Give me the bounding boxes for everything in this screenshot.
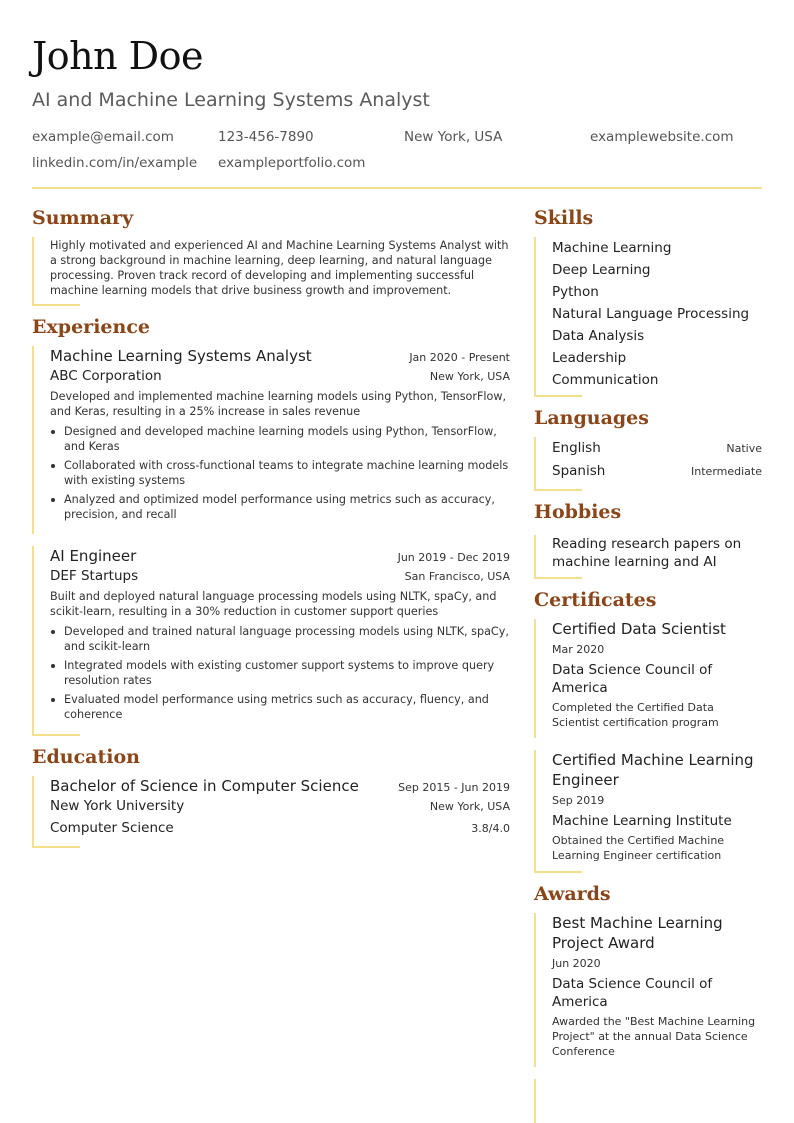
- education-dates: Sep 2015 - Jun 2019: [398, 781, 510, 794]
- header-divider: [32, 187, 762, 189]
- experience-entry-2: [32, 546, 510, 734]
- education-entry: [32, 776, 510, 846]
- contact-portfolio[interactable]: exampleportfolio.com: [218, 155, 366, 171]
- skills-list: [534, 237, 762, 395]
- language-name: English: [552, 440, 601, 456]
- bullet-text: Analyzed and optimized model performance using metrics such as accuracy, precision, and recall: [64, 493, 495, 521]
- job-location: New York, USA: [429, 370, 510, 383]
- section-divider: [534, 577, 582, 579]
- experience-heading: Experience: [32, 316, 150, 338]
- language-name: Spanish: [552, 463, 606, 479]
- hobbies-section: [534, 499, 762, 579]
- education-heading: Education: [32, 746, 140, 768]
- summary-section: [32, 205, 510, 306]
- contact-linkedin[interactable]: linkedin.com/in/example: [32, 155, 198, 171]
- contact-email[interactable]: example@email.com: [32, 129, 174, 145]
- bullet-icon: [51, 664, 55, 668]
- language-row: [552, 437, 762, 460]
- certificate-org: Data Science Council of America: [552, 662, 713, 696]
- list-item: [50, 624, 510, 654]
- bullet-text: Collaborated with cross-functional teams to integrate machine learning models with existing systems: [64, 459, 509, 487]
- certificates-heading: Certificates: [534, 589, 657, 611]
- languages-list: [534, 437, 762, 489]
- award-title: Best Machine Learning Project Award: [552, 914, 723, 952]
- section-divider: [534, 395, 582, 397]
- main-column: [32, 205, 510, 848]
- skills-section: [534, 205, 762, 397]
- certificate-title: Certified Data Scientist: [552, 620, 726, 638]
- bullet-icon: [51, 464, 55, 468]
- award-entry: [534, 913, 762, 1067]
- contact-phone[interactable]: 123-456-7890: [218, 129, 314, 145]
- contact-info: [32, 128, 762, 172]
- side-column: [534, 205, 762, 1123]
- bullet-text: Developed and trained natural language processing models using NLTK, spaCy, and scikit-learn: [64, 625, 509, 653]
- job-description: Developed and implemented machine learning models using Python, TensorFlow, and Keras, resulting in a 25% increase in sales revenue: [50, 390, 507, 418]
- list-item: [50, 424, 510, 454]
- certificate-entry-2: [534, 750, 762, 871]
- awards-section: [534, 881, 762, 1123]
- experience-section: [32, 314, 510, 736]
- award-date: Jun 2020: [552, 957, 601, 970]
- list-item: [50, 692, 510, 722]
- language-level: Intermediate: [691, 465, 762, 478]
- summary-text: Highly motivated and experienced AI and Machine Learning Systems Analyst with a strong background in machine learning, deep learning, and natural language processing. Proven track record of developing and implementing successful machine learning models that drive business growth and improvement.: [50, 239, 509, 297]
- awards-heading: Awards: [534, 883, 611, 905]
- hobby-item: Reading research papers on machine learning and AI: [552, 536, 742, 570]
- field-of-study: Computer Science: [50, 820, 174, 836]
- certificate-date: Mar 2020: [552, 643, 605, 656]
- skill-item: Leadership: [552, 350, 627, 366]
- list-item: [50, 458, 510, 488]
- school-location: New York, USA: [429, 800, 510, 813]
- candidate-title: AI and Machine Learning Systems Analyst: [32, 89, 430, 111]
- job-location: San Francisco, USA: [404, 570, 510, 583]
- skill-item: Deep Learning: [552, 262, 651, 278]
- hobbies-list: [534, 535, 762, 577]
- education-section: [32, 744, 510, 848]
- school: New York University: [50, 798, 185, 814]
- bullet-icon: [51, 498, 55, 502]
- gpa: 3.8/4.0: [471, 822, 510, 835]
- award-org: Data Science Council of America: [552, 976, 713, 1010]
- section-divider: [32, 846, 80, 848]
- certificate-date: Sep 2019: [552, 794, 605, 807]
- job-title: Machine Learning Systems Analyst: [50, 347, 312, 365]
- language-level: Native: [726, 442, 762, 455]
- skill-item: Natural Language Processing: [552, 306, 750, 322]
- candidate-name: John Doe: [32, 34, 203, 78]
- experience-entry-1: [32, 346, 510, 534]
- summary-heading: Summary: [32, 207, 134, 229]
- skills-heading: Skills: [534, 207, 594, 229]
- bullet-text: Evaluated model performance using metrics such as accuracy, fluency, and coherence: [64, 693, 489, 721]
- bullet-icon: [51, 698, 55, 702]
- bullet-icon: [51, 430, 55, 434]
- section-divider: [32, 304, 80, 306]
- degree: Bachelor of Science in Computer Science: [50, 777, 359, 795]
- bullet-icon: [51, 630, 55, 634]
- languages-heading: Languages: [534, 407, 649, 429]
- certificate-description: Completed the Certified Data Scientist certification program: [552, 701, 719, 729]
- job-description: Built and deployed natural language processing models using NLTK, spaCy, and scikit-learn, resulting in a 30% reduction in customer support queries: [50, 590, 497, 618]
- job-title: AI Engineer: [50, 547, 137, 565]
- skill-item: Python: [552, 284, 599, 300]
- bullet-text: Designed and developed machine learning models using Python, TensorFlow, and Keras: [64, 425, 497, 453]
- certificate-title: Certified Machine Learning Engineer: [552, 751, 754, 789]
- job-dates: Jun 2019 - Dec 2019: [397, 551, 510, 564]
- certificate-entry-1: [534, 619, 762, 738]
- job-company: ABC Corporation: [50, 368, 162, 384]
- section-divider: [534, 489, 582, 491]
- list-item: [50, 492, 510, 522]
- trailing-accent-line: [534, 1079, 762, 1123]
- job-bullets: [50, 424, 510, 522]
- job-dates: Jan 2020 - Present: [409, 351, 510, 364]
- summary-block: [32, 237, 510, 304]
- contact-location: New York, USA: [404, 129, 503, 145]
- section-divider: [32, 734, 80, 736]
- certificate-description: Obtained the Certified Machine Learning Engineer certification: [552, 834, 725, 862]
- list-item: [50, 658, 510, 688]
- bullet-text: Integrated models with existing customer support systems to improve query resolution rates: [64, 659, 495, 687]
- award-description: Awarded the "Best Machine Learning Project" at the annual Data Science Conference: [552, 1015, 756, 1058]
- hobbies-heading: Hobbies: [534, 501, 622, 523]
- skill-item: Machine Learning: [552, 240, 672, 256]
- skill-item: Communication: [552, 372, 659, 388]
- section-divider: [534, 871, 582, 873]
- skill-item: Data Analysis: [552, 328, 645, 344]
- contact-website[interactable]: examplewebsite.com: [590, 129, 734, 145]
- job-company: DEF Startups: [50, 568, 139, 584]
- certificate-org: Machine Learning Institute: [552, 813, 732, 829]
- certificates-section: [534, 587, 762, 873]
- languages-section: [534, 405, 762, 491]
- language-row: [552, 460, 762, 483]
- job-bullets: [50, 624, 510, 722]
